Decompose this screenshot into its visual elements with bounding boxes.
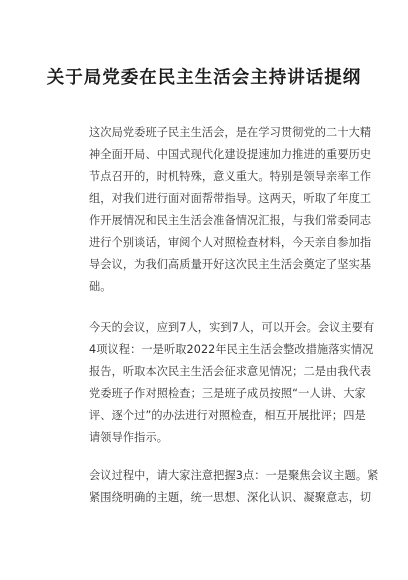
paragraph-line: 4项议程：一是听取2022年民主生活会整改措施落实情况 <box>89 343 374 356</box>
paragraph-requirements <box>89 465 379 509</box>
paragraph-line: 请领导作指示。 <box>89 431 169 444</box>
paragraph-line: 础。 <box>89 280 112 293</box>
paragraph-line: 作开展情况和民主生活会准备情况汇报，与我们常委同志 <box>89 214 372 227</box>
paragraph-line: 会议过程中，请大家注意把握3点：一是聚焦会议主题。紧 <box>89 469 379 482</box>
paragraph-line: 这次局党委班子民主生活会，是在学习贯彻党的二十大精 <box>89 126 372 139</box>
paragraph-line: 神全面开局、中国式现代化建设提速加力推进的重要历史 <box>89 148 372 161</box>
document-title: 关于局党委在民主生活会主持讲话提纲 <box>46 68 362 88</box>
paragraph-line: 今天的会议，应到7人，实到7人，可以开会。会议主要有 <box>89 321 375 334</box>
paragraph-line: 评、逐个过”的办法进行对照检查，相互开展批评；四是 <box>89 409 366 422</box>
paragraph-agenda <box>89 317 375 449</box>
paragraph-opening <box>89 122 372 298</box>
paragraph-line: 紧围绕明确的主题，统一思想、深化认识、凝聚意志，切 <box>89 491 372 504</box>
paragraph-line: 报告，听取本次民主生活会征求意见情况；二是由我代表 <box>89 365 372 378</box>
paragraph-line: 组，对我们进行面对面帮带指导。这两天，听取了年度工 <box>89 192 372 205</box>
paragraph-line: 党委班子作对照检查；三是班子成员按照“一人讲、大家 <box>89 387 366 400</box>
paragraph-line: 节点召开的，时机特殊，意义重大。特别是领导亲率工作 <box>89 170 372 183</box>
paragraph-line: 进行个别谈话，审阅个人对照检查材料，今天亲自参加指 <box>89 236 372 249</box>
paragraph-line: 导会议，为我们高质量开好这次民主生活会奠定了坚实基 <box>89 258 372 271</box>
